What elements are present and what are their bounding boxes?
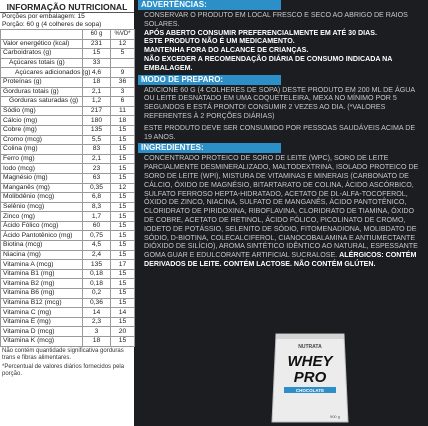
table-row xyxy=(1,135,135,145)
bag-name-bottom: PRO xyxy=(293,369,327,386)
nutrient-vd: 15 xyxy=(111,317,135,327)
warning-line: ESTE PRODUTO NÃO É UM MEDICAMENTO. xyxy=(144,37,295,46)
nutrient-amount: 180 xyxy=(83,116,111,126)
nutrient-name: Gorduras saturadas (g) xyxy=(1,97,83,107)
nutrition-table xyxy=(0,29,135,347)
nutrient-name: Vitamina K (mcg) xyxy=(1,337,83,347)
nutrition-table-body xyxy=(1,39,135,346)
nutrient-vd: 17 xyxy=(111,260,135,270)
table-row xyxy=(1,337,135,347)
nutrient-amount: 0,35 xyxy=(83,183,111,193)
table-row xyxy=(1,231,135,241)
table-row xyxy=(1,279,135,289)
footnote-trans-fat: Não contém quantidade significativa gorduras trans e fibras alimentares. xyxy=(2,347,124,361)
nutrient-vd: 15 xyxy=(111,173,135,183)
table-row xyxy=(1,269,135,279)
nutrient-vd: 15 xyxy=(111,298,135,308)
nutrition-title: INFORMAÇÃO NUTRICIONAL xyxy=(0,0,134,13)
nutrient-name: Selênio (mcg) xyxy=(1,202,83,212)
table-row xyxy=(1,97,135,107)
nutrient-amount: 217 xyxy=(83,106,111,116)
allergen-text: ALÉRGICOS: CONTÉM DERIVADOS DE LEITE. CONTÉM LACTOSE. NÃO CONTÉM GLÚTEN. xyxy=(144,251,417,268)
nutrient-name: Valor energético (kcal) xyxy=(1,39,83,49)
nutrient-amount: 60 xyxy=(83,221,111,231)
nutrient-vd: 15 xyxy=(111,250,135,260)
table-row xyxy=(1,125,135,135)
bag-brand: NUTRATA xyxy=(298,344,322,350)
nutrient-vd: 15 xyxy=(111,135,135,145)
table-row xyxy=(1,260,135,270)
nutrient-amount: 83 xyxy=(83,145,111,155)
nutrient-vd: 15 xyxy=(111,145,135,155)
table-row xyxy=(1,289,135,299)
table-row xyxy=(1,39,135,49)
nutrient-name: Biotina (mcg) xyxy=(1,241,83,251)
portion-line: Porção: 60 g (4 colheres de sopa) xyxy=(2,21,102,28)
nutrient-amount: 33 xyxy=(83,58,111,68)
table-row xyxy=(1,298,135,308)
nutrient-name: Ácido Fólico (mcg) xyxy=(1,221,83,231)
table-row xyxy=(1,327,135,337)
nutrient-vd: 15 xyxy=(111,212,135,222)
table-row xyxy=(1,173,135,183)
nutrient-name: Vitamina B6 (mg) xyxy=(1,289,83,299)
col-name-header xyxy=(1,30,83,40)
table-row xyxy=(1,250,135,260)
col-amount-header: 60 g xyxy=(83,30,111,40)
nutrient-name: Cobre (mg) xyxy=(1,125,83,135)
product-bag-image xyxy=(270,330,350,426)
table-row xyxy=(1,49,135,59)
nutrient-vd: 9 xyxy=(111,68,135,78)
nutrient-vd: 5 xyxy=(111,49,135,59)
nutrient-amount: 4,6 xyxy=(83,68,111,78)
nutrient-amount: 1,7 xyxy=(83,212,111,222)
nutrient-vd: 15 xyxy=(111,279,135,289)
table-row xyxy=(1,183,135,193)
nutrient-amount: 2,4 xyxy=(83,250,111,260)
nutrient-vd: 36 xyxy=(111,77,135,87)
nutrient-amount: 2,1 xyxy=(83,87,111,97)
nutrient-vd: 15 xyxy=(111,125,135,135)
nutrient-amount: 0,18 xyxy=(83,279,111,289)
table-row xyxy=(1,106,135,116)
nutrient-name: Sódio (mg) xyxy=(1,106,83,116)
footnote-daily-values: *Percentual de valores diários fornecidos pela porção. xyxy=(2,363,125,377)
nutrient-vd: 15 xyxy=(111,193,135,203)
nutrient-vd: 14 xyxy=(111,308,135,318)
nutrient-amount: 2,3 xyxy=(83,317,111,327)
nutrient-name: Zinco (mg) xyxy=(1,212,83,222)
nutrient-amount: 0,36 xyxy=(83,298,111,308)
nutrient-name: Vitamina B12 (mcg) xyxy=(1,298,83,308)
table-row xyxy=(1,77,135,87)
nutrient-amount: 6,8 xyxy=(83,193,111,203)
ingredients-header: INGREDIENTES: xyxy=(138,143,281,153)
table-row xyxy=(1,116,135,126)
table-row xyxy=(1,68,135,78)
warning-line: MANTENHA FORA DO ALCANCE DE CRIANÇAS. xyxy=(144,46,309,55)
warning-line: APÓS ABERTO CONSUMIR PREFERENCIALMENTE EM ATÉ 30 DIAS. xyxy=(144,28,377,37)
nutrient-name: Gorduras totais (g) xyxy=(1,87,83,97)
table-row xyxy=(1,202,135,212)
nutrient-name: Manganês (mg) xyxy=(1,183,83,193)
table-row xyxy=(1,308,135,318)
nutrient-vd: 15 xyxy=(111,289,135,299)
nutrient-vd: 15 xyxy=(111,241,135,251)
nutrient-amount: 231 xyxy=(83,39,111,49)
nutrient-vd: 15 xyxy=(111,221,135,231)
nutrient-amount: 23 xyxy=(83,164,111,174)
table-header-row xyxy=(1,30,135,40)
nutrient-name: Açúcares totais (g) xyxy=(1,58,83,68)
table-row xyxy=(1,164,135,174)
nutrient-amount: 135 xyxy=(83,125,111,135)
nutrient-vd xyxy=(111,58,135,68)
nutrient-name: Açúcares adicionados (g) xyxy=(1,68,83,78)
nutrient-name: Vitamina A (mcg) xyxy=(1,260,83,270)
nutrient-vd: 15 xyxy=(111,337,135,347)
nutrient-amount: 18 xyxy=(83,337,111,347)
table-row xyxy=(1,58,135,68)
nutrient-vd: 15 xyxy=(111,231,135,241)
preparation-text: ADICIONE 60 G (4 COLHERES DE SOPA) DESTE PRODUTO EM 200 ML DE ÁGUA OU LEITE DESNATADO EM UMA COQUETELEIRA, MEXA NO MÍNIMO POR 5 SEGUNDOS E ESTÁ PRONTO! CONSUMIR 2 VEZES AO DIA. (*VALORES REFERENTES À 2 PORÇÕES DIÁRIAS) xyxy=(144,85,415,120)
table-row xyxy=(1,241,135,251)
table-row xyxy=(1,221,135,231)
nutrient-amount: 63 xyxy=(83,173,111,183)
table-row xyxy=(1,193,135,203)
nutrient-amount: 15 xyxy=(83,49,111,59)
warning-line: NÃO EXCEDER A RECOMENDAÇÃO DIÁRIA DE CONSUMO INDICADA NA EMBALAGEM. xyxy=(144,54,393,72)
nutrient-name: Molibdênio (mcg) xyxy=(1,193,83,203)
bag-name-top: WHEY xyxy=(287,353,333,370)
nutrient-name: Vitamina C (mg) xyxy=(1,308,83,318)
nutrient-vd: 3 xyxy=(111,87,135,97)
warning-line: CONSERVAR O PRODUTO EM LOCAL FRESCO E SECO AO ABRIGO DE RAIOS SOLARES. xyxy=(144,11,408,28)
ingredients-list: CONCENTRADO PROTEICO DE SORO DE LEITE (WPC), SORO DE LEITE PARCIALMENTE DESMINERALIZADO, MALTODEXTRINA, ISOLADO PROTEICO DE SORO DE LEITE (WPI), MISTURA DE VITAMINAS E MINERAIS (CARBONATO DE CÁLCIO, ÓXIDO DE MAGNÉSIO, BITARTARATO DE COLINA, ÁCIDO ASCÓRBICO, SULFATO FERROSO HEPTA-HIDRATADO, ACETATO DE DL-ALFA-TOCOFEROL, ÓXIDO DE ZINCO, NIACINA, SULFATO DE MANGANÊS, ÁCIDO PANTOTÊNICO, CLORIDRATO DE PIRIDOXINA, RIBOFLAVINA, CLORIDRATO DE TIAMINA, ÓXIDO DE COBRE, ACETATO DE RETINOL, ÁCIDO FÓLICO, PICOLINATO DE CROMO, IODETO DE POTÁSSIO, SELENITO DE SÓDIO, FITOMENADIONA, MOLIBDATO DE SÓDIO, D-BIOTINA, COLECALCIFEROL, CIANOCOBALAMINA E ANTIUMECTANTE DIÓXIDO DE SILÍCIO), AROMA SINTÉTICO IDÊNTICO AO NATURAL, ESPESSANTE GOMA GUAR E EDULCORANTE ARTIFICIAL SUCRALOSE. xyxy=(144,154,419,260)
warnings-header: ADVERTÊNCIAS: xyxy=(138,0,281,10)
nutrient-vd: 15 xyxy=(111,154,135,164)
nutrient-amount: 8,3 xyxy=(83,202,111,212)
bag-weight: 900 g xyxy=(329,414,340,419)
nutrient-name: Iodo (mcg) xyxy=(1,164,83,174)
nutrient-vd: 15 xyxy=(111,269,135,279)
nutrient-vd: 6 xyxy=(111,97,135,107)
nutrient-amount: 5,5 xyxy=(83,135,111,145)
nutrient-vd: 15 xyxy=(111,202,135,212)
col-vd-header: %VD* xyxy=(111,30,135,40)
nutrient-vd: 15 xyxy=(111,164,135,174)
nutrient-name: Ferro (mg) xyxy=(1,154,83,164)
nutrient-name: Cálcio (mg) xyxy=(1,116,83,126)
table-row xyxy=(1,154,135,164)
nutrient-amount: 3 xyxy=(83,327,111,337)
nutrient-vd: 20 xyxy=(111,327,135,337)
nutrient-name: Vitamina E (mg) xyxy=(1,317,83,327)
nutrient-vd: 12 xyxy=(111,183,135,193)
preparation-note: ESTE PRODUTO DEVE SER CONSUMIDO POR PESSOAS SAUDÁVEIS ACIMA DE 19 ANOS. xyxy=(144,123,416,141)
nutrient-amount: 14 xyxy=(83,308,111,318)
table-row xyxy=(1,212,135,222)
nutrient-name: Niacina (mg) xyxy=(1,250,83,260)
nutrient-name: Cromo (mcg) xyxy=(1,135,83,145)
nutrient-amount: 1,2 xyxy=(83,97,111,107)
bag-flavor: CHOCOLATE xyxy=(295,388,325,393)
nutrient-vd: 18 xyxy=(111,116,135,126)
nutrient-name: Vitamina B1 (mg) xyxy=(1,269,83,279)
nutrient-vd: 12 xyxy=(111,39,135,49)
nutrient-vd: 11 xyxy=(111,106,135,116)
nutrient-name: Magnésio (mg) xyxy=(1,173,83,183)
nutrient-name: Vitamina D (mcg) xyxy=(1,327,83,337)
nutrient-amount: 135 xyxy=(83,260,111,270)
table-row xyxy=(1,145,135,155)
nutrient-amount: 0,18 xyxy=(83,269,111,279)
nutrient-amount: 2,1 xyxy=(83,154,111,164)
nutrient-name: Carboidratos (g) xyxy=(1,49,83,59)
nutrient-amount: 0,75 xyxy=(83,231,111,241)
nutrient-name: Vitamina B2 (mg) xyxy=(1,279,83,289)
nutrient-name: Colina (mg) xyxy=(1,145,83,155)
servings-line: Porções por embalagem: 15 xyxy=(2,13,85,20)
table-row xyxy=(1,317,135,327)
nutrient-name: Ácido Pantotênico (mg) xyxy=(1,231,83,241)
ingredients-text xyxy=(138,153,428,269)
nutrient-amount: 0,2 xyxy=(83,289,111,299)
nutrition-panel xyxy=(0,0,134,426)
nutrient-amount: 18 xyxy=(83,77,111,87)
nutrient-amount: 4,5 xyxy=(83,241,111,251)
nutrient-name: Proteínas (g) xyxy=(1,77,83,87)
table-row xyxy=(1,87,135,97)
preparation-header: MODO DE PREPARO: xyxy=(138,75,281,85)
